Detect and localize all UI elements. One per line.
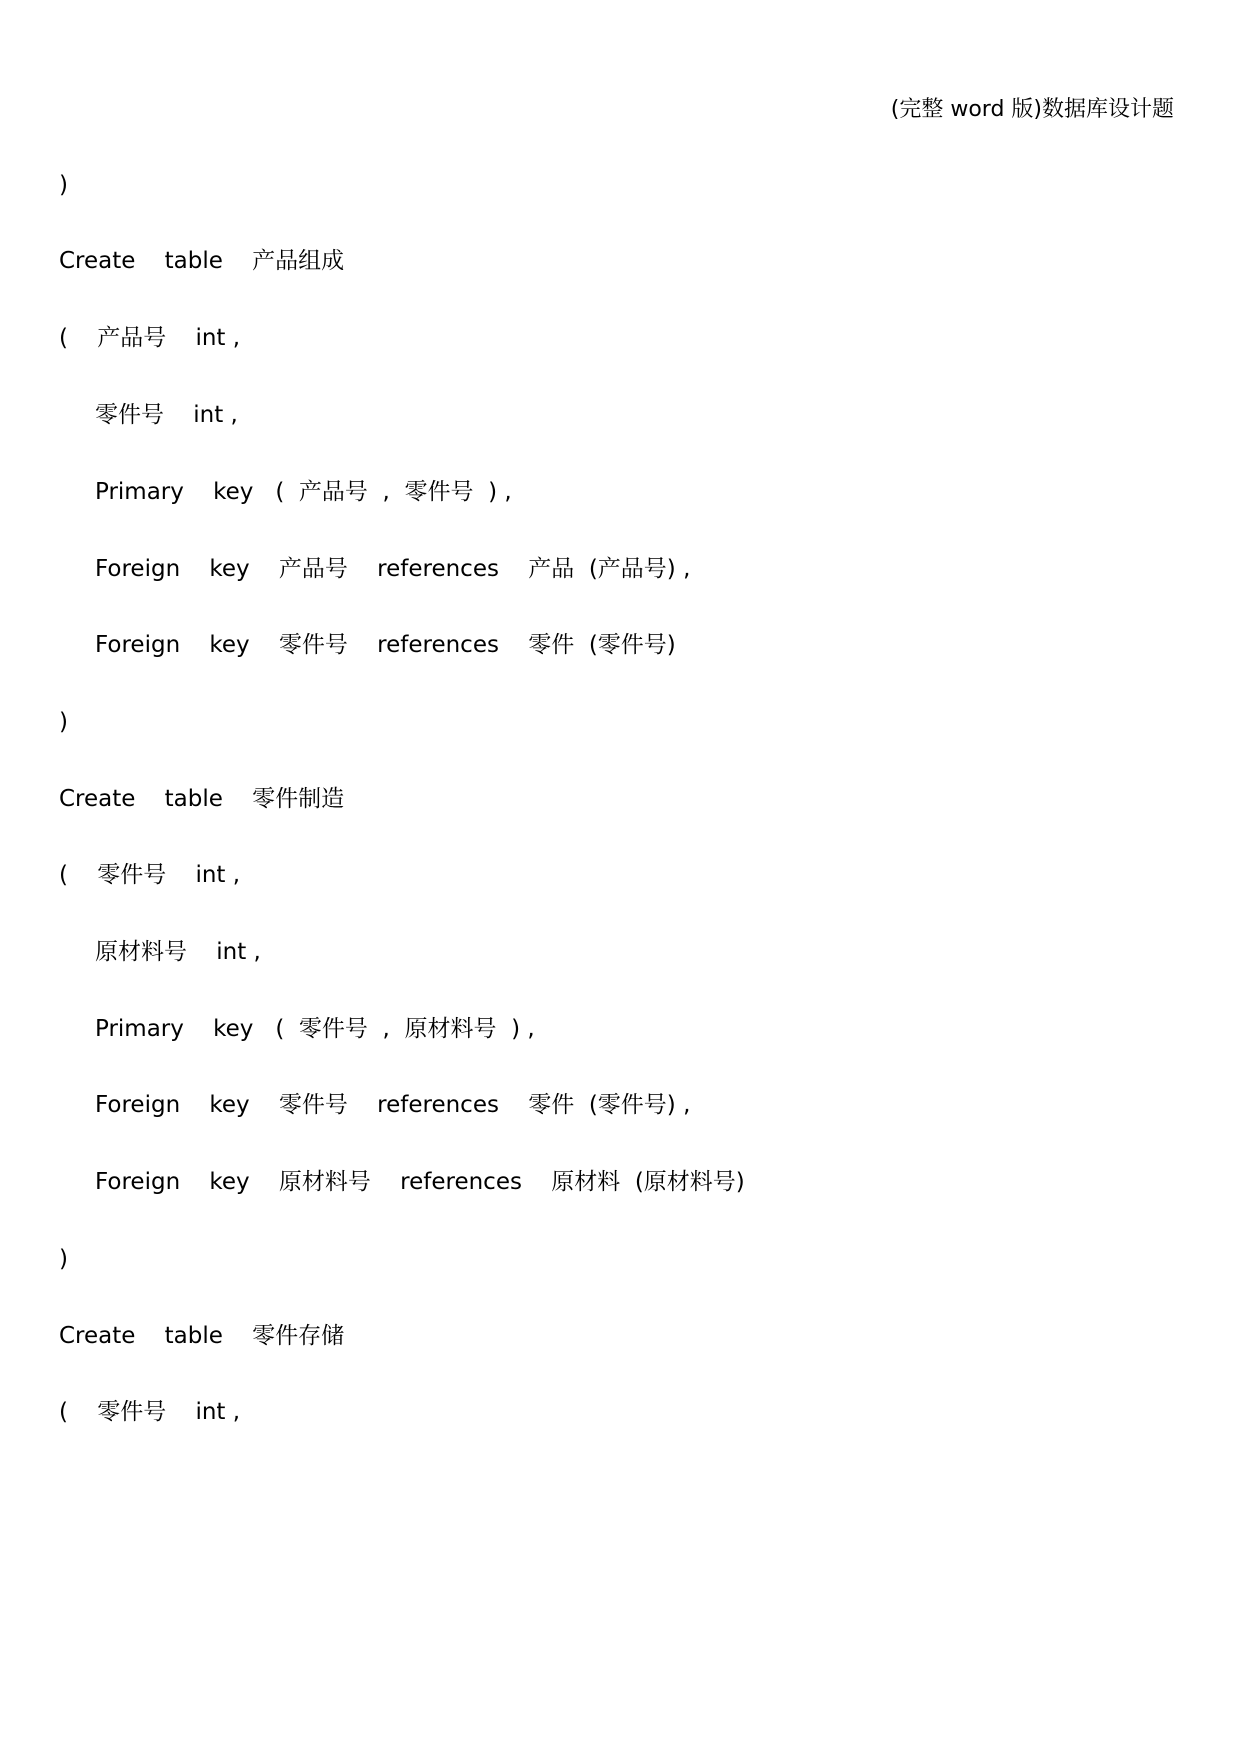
- sql-line: ( 零件号 int ,: [59, 1399, 241, 1425]
- sql-line: Create table 零件存储: [59, 1323, 345, 1349]
- sql-line: 零件号 int ,: [95, 402, 238, 428]
- sql-line: ): [59, 172, 68, 198]
- sql-line: ): [59, 709, 68, 735]
- sql-line: Primary key ( 产品号 , 零件号 ) ,: [95, 479, 512, 505]
- sql-line: Primary key ( 零件号 , 原材料号 ) ,: [95, 1016, 535, 1042]
- sql-line: ( 产品号 int ,: [59, 325, 241, 351]
- sql-line: Foreign key 原材料号 references 原材料 (原材料号): [95, 1169, 745, 1195]
- sql-line: Foreign key 产品号 references 产品 (产品号) ,: [95, 556, 691, 582]
- sql-line: Create table 零件制造: [59, 786, 345, 812]
- sql-line: 原材料号 int ,: [95, 939, 261, 965]
- sql-line: Foreign key 零件号 references 零件 (零件号): [95, 632, 676, 658]
- sql-line: ): [59, 1246, 68, 1272]
- page-header-title: (完整 word 版)数据库设计题: [890, 97, 1174, 122]
- sql-line: Foreign key 零件号 references 零件 (零件号) ,: [95, 1092, 691, 1118]
- sql-line: Create table 产品组成: [59, 248, 345, 274]
- sql-line: ( 零件号 int ,: [59, 862, 241, 888]
